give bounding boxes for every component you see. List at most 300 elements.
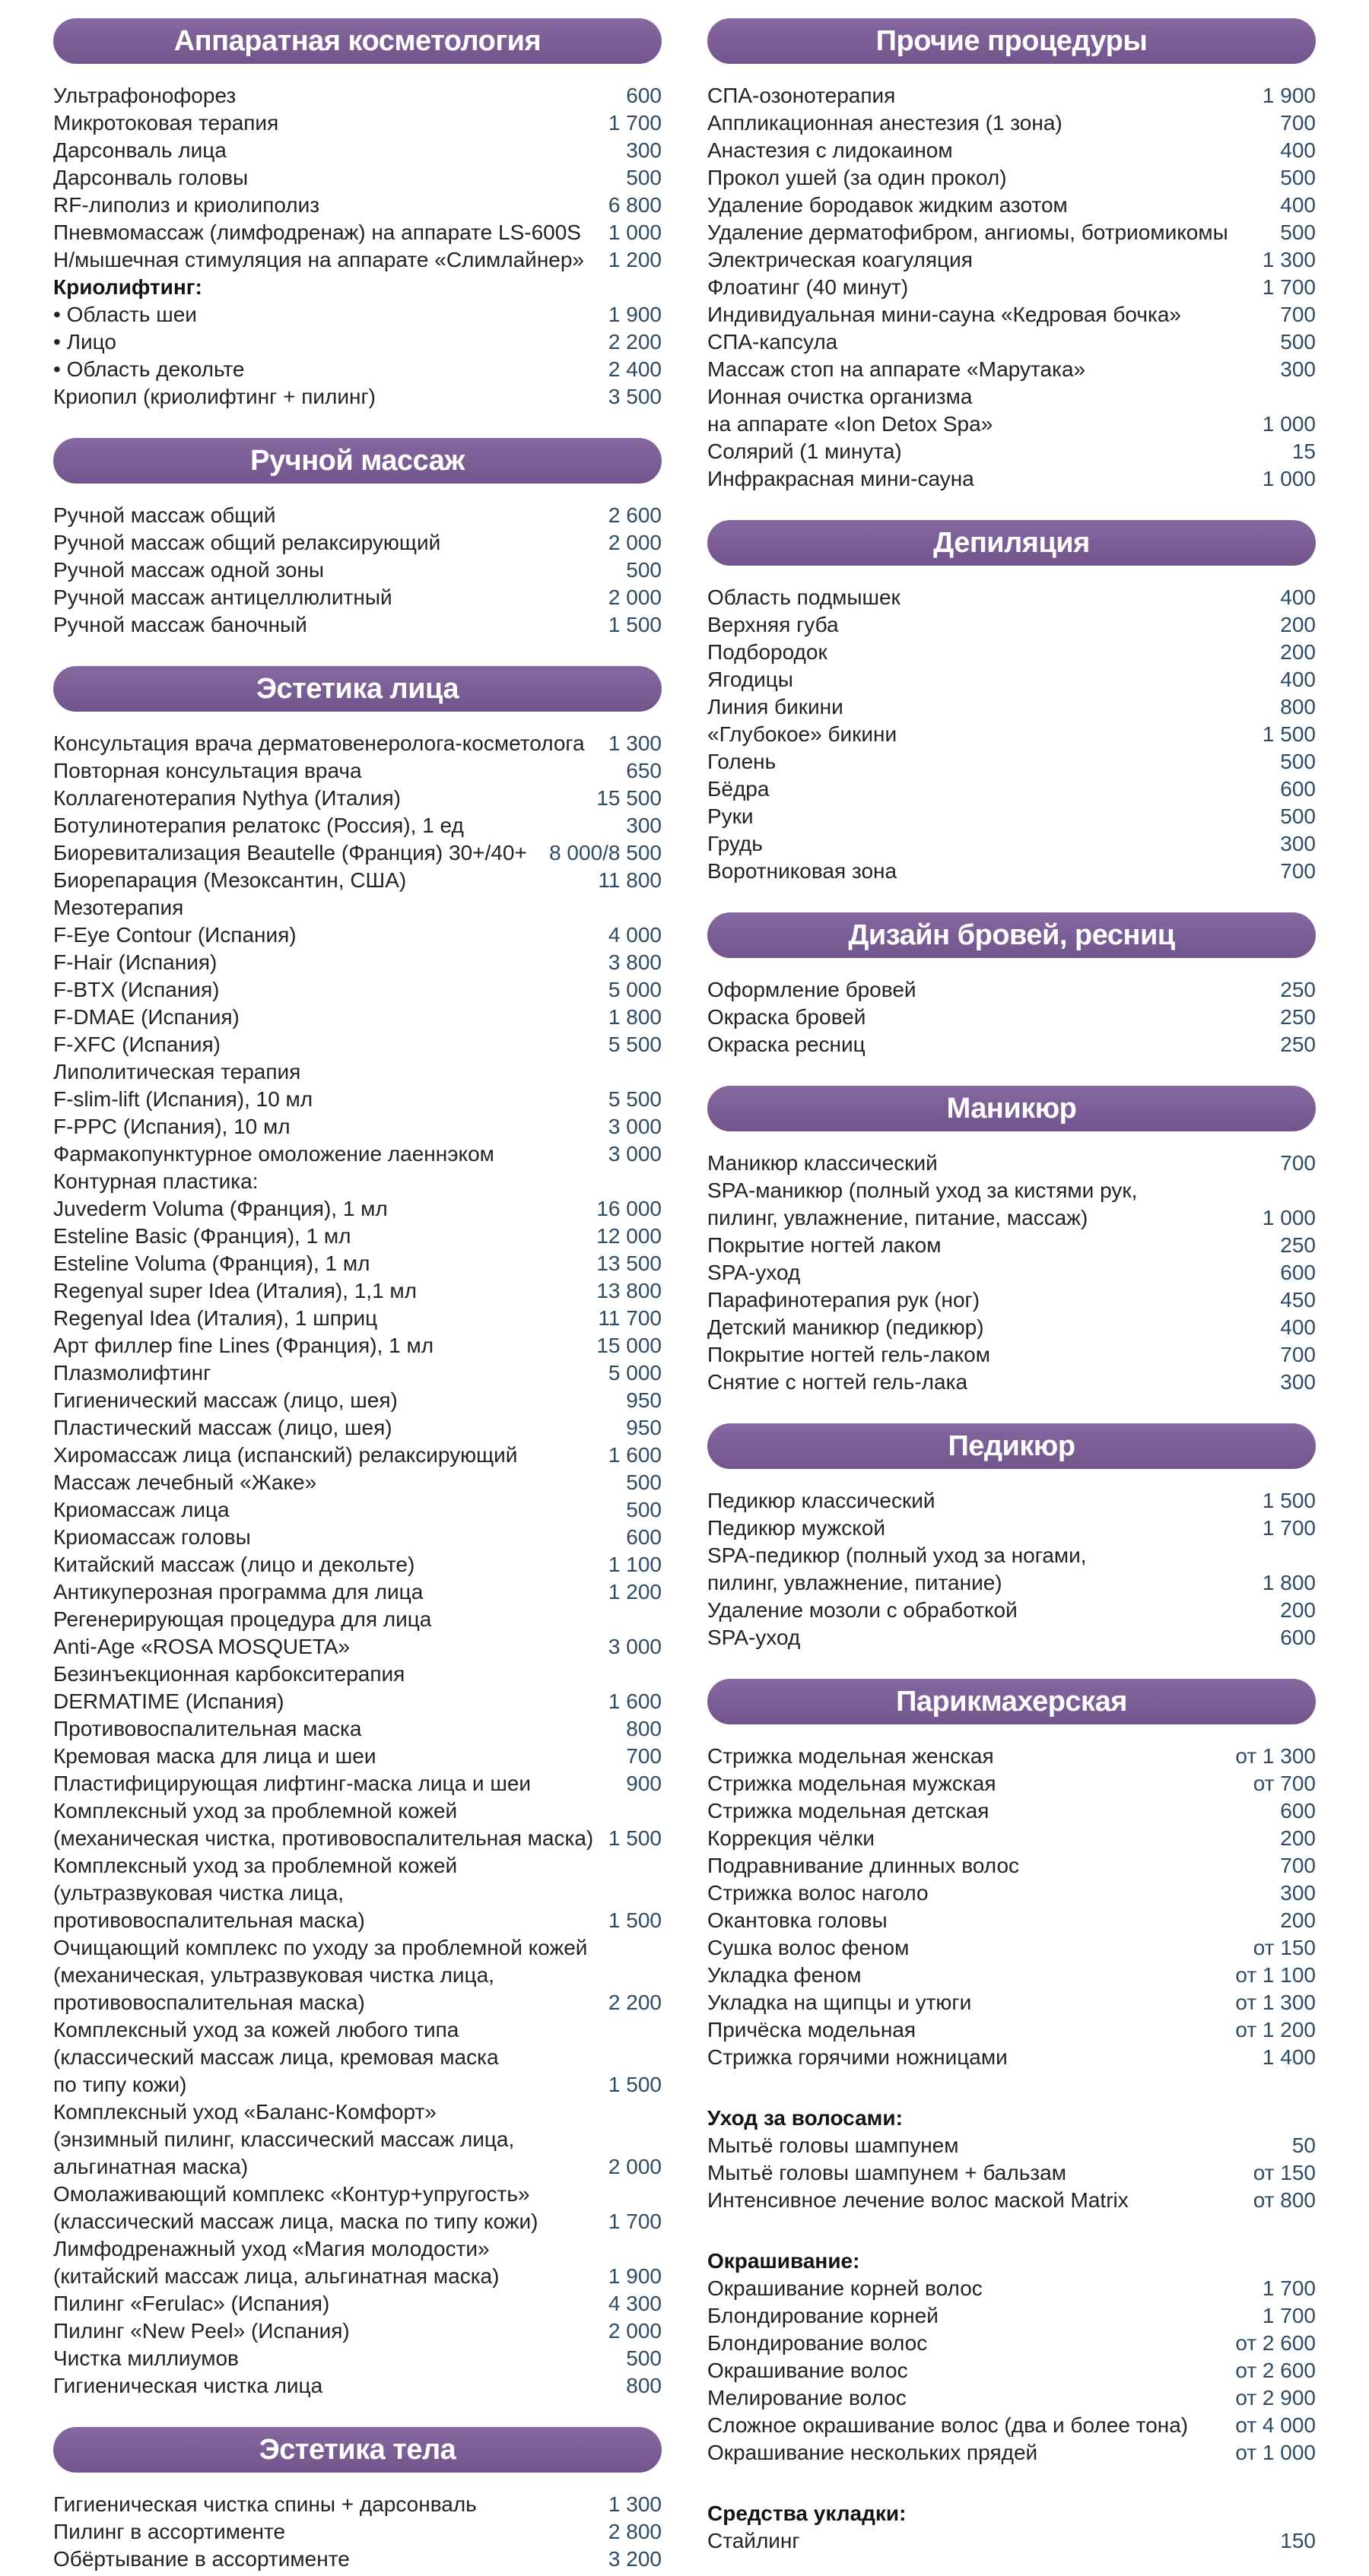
- service-name: Esteline Voluma (Франция), 1 мл: [53, 1252, 370, 1275]
- price-row: [707, 1825, 1316, 1852]
- price-row: [707, 1004, 1316, 1031]
- service-name: Область подмышек: [707, 585, 900, 609]
- service-name: SPA-маникюр (полный уход за кистями рук,: [707, 1179, 1138, 1202]
- price-row: [53, 2235, 662, 2263]
- service-price: 1 700: [1262, 275, 1316, 299]
- price-row: [707, 1341, 1316, 1369]
- service-name: Сушка волос феном: [707, 1936, 910, 1959]
- section-header: Дизайн бровей, ресниц: [707, 912, 1316, 958]
- service-name: Удаление бородавок жидким азотом: [707, 193, 1068, 217]
- service-name: Парафинотерапия рук (ног): [707, 1288, 980, 1312]
- service-name: Окрашивание нескольких прядей: [707, 2441, 1038, 2464]
- service-name: Воротниковая зона: [707, 859, 897, 883]
- service-price: 3 800: [608, 950, 662, 974]
- service-price: 1 000: [1262, 412, 1316, 436]
- service-price: 1 500: [608, 2073, 662, 2096]
- price-row: [53, 812, 662, 839]
- service-price: 200: [1280, 613, 1316, 636]
- service-name: пилинг, увлажнение, питание, массаж): [707, 1206, 1088, 1229]
- price-row: [53, 922, 662, 949]
- service-price: 3 500: [608, 385, 662, 408]
- service-price: 2 000: [608, 2319, 662, 2343]
- price-row: [53, 192, 662, 219]
- service-price: 50: [1291, 2133, 1316, 2157]
- price-row: [53, 1113, 662, 1140]
- service-price: 700: [1280, 111, 1316, 135]
- service-price: 300: [1280, 1370, 1316, 1394]
- price-row: [53, 137, 662, 164]
- service-price: 12 000: [596, 1224, 662, 1248]
- price-row: [707, 2275, 1316, 2302]
- service-price: 200: [1280, 1908, 1316, 1932]
- service-name: Контурная пластика:: [53, 1169, 259, 1193]
- service-price: 1 700: [1262, 1516, 1316, 1540]
- price-row: [53, 1277, 662, 1305]
- service-price: 1 000: [608, 220, 662, 244]
- service-price: 11 700: [598, 1306, 662, 1330]
- price-row: [53, 1031, 662, 1058]
- service-name: СПА-капсула: [707, 330, 838, 354]
- service-name: Ручной массаж общий релаксирующий: [53, 531, 441, 554]
- service-price: 1 900: [1262, 84, 1316, 107]
- service-price: 15: [1291, 439, 1316, 463]
- section: [707, 1086, 1316, 1396]
- service-price: 16 000: [596, 1197, 662, 1220]
- subheading-row: [707, 2500, 1316, 2527]
- price-row: [53, 1715, 662, 1743]
- service-price: 2 200: [608, 330, 662, 354]
- price-row: [53, 1140, 662, 1168]
- service-price: 400: [1280, 1315, 1316, 1339]
- price-row: [707, 2412, 1316, 2439]
- price-row: [53, 2044, 662, 2071]
- service-name: Ультрафонофорез: [53, 84, 237, 107]
- service-name: Пластический массаж (лицо, шея): [53, 1416, 392, 1439]
- service-name: Н/мышечная стимуляция на аппарате «Слимлайнер»: [53, 248, 585, 271]
- price-row: [707, 383, 1316, 411]
- price-row: [707, 1542, 1316, 1569]
- price-row: [707, 2044, 1316, 2071]
- service-price: 300: [626, 814, 662, 837]
- price-row: [53, 2546, 662, 2573]
- service-price: 300: [1280, 832, 1316, 855]
- price-row: [707, 721, 1316, 748]
- price-row: [707, 803, 1316, 830]
- service-name: Окрашивание корней волос: [707, 2276, 983, 2300]
- service-name: Микротоковая терапия: [53, 111, 279, 135]
- service-name: Окраска ресниц: [707, 1033, 866, 1056]
- service-name: Флоатинг (40 минут): [707, 275, 909, 299]
- service-name: Массаж лечебный «Жаке»: [53, 1470, 317, 1494]
- service-name: F-XFC (Испания): [53, 1033, 221, 1056]
- service-price: 11 800: [598, 868, 662, 892]
- price-row: [53, 109, 662, 137]
- service-name: Esteline Basic (Франция), 1 мл: [53, 1224, 351, 1248]
- price-row: [707, 2187, 1316, 2214]
- service-price: 600: [1280, 1261, 1316, 1284]
- price-row: [53, 1606, 662, 1633]
- service-name: Комплексный уход за кожей любого типа: [53, 2018, 459, 2041]
- service-name: SPA-педикюр (полный уход за ногами,: [707, 1543, 1087, 1567]
- service-price: 200: [1280, 1598, 1316, 1622]
- price-row: [53, 1661, 662, 1688]
- service-name: Комплексный уход «Баланс-Комфорт»: [53, 2100, 437, 2124]
- price-row: [53, 1825, 662, 1852]
- service-name: Коррекция чёлки: [707, 1826, 875, 1850]
- service-name: Стайлинг: [707, 2529, 800, 2552]
- service-name: Маникюр классический: [707, 1151, 938, 1175]
- price-row: [53, 1414, 662, 1442]
- service-name: Противовоспалительная маска: [53, 1717, 362, 1740]
- price-row: [53, 1058, 662, 1086]
- price-row: [53, 2263, 662, 2290]
- subheading-row: [707, 2105, 1316, 2132]
- price-row: [53, 1770, 662, 1797]
- service-price: 500: [626, 1470, 662, 1494]
- service-price: 1 100: [608, 1553, 662, 1576]
- service-name: Стрижка волос наголо: [707, 1881, 929, 1905]
- price-row: [53, 1989, 662, 2016]
- service-name: Прокол ушей (за один прокол): [707, 166, 1007, 189]
- price-row: [707, 411, 1316, 438]
- price-row: [707, 693, 1316, 721]
- price-row: [53, 2099, 662, 2126]
- service-price: 800: [626, 1717, 662, 1740]
- price-row: [707, 1204, 1316, 1232]
- price-row: [53, 976, 662, 1004]
- service-name: Солярий (1 минута): [707, 439, 902, 463]
- price-row: [53, 1168, 662, 1195]
- price-row: [53, 2071, 662, 2099]
- service-price: 2 600: [608, 503, 662, 527]
- price-row: [53, 2181, 662, 2208]
- service-name: Блондирование волос: [707, 2331, 928, 2355]
- price-row: [707, 2302, 1316, 2330]
- service-price: 400: [1280, 585, 1316, 609]
- service-price: 5 000: [608, 978, 662, 1001]
- service-name: Стрижка модельная мужская: [707, 1772, 996, 1795]
- price-row: [707, 438, 1316, 465]
- service-name: F-DMAE (Испания): [53, 1005, 240, 1029]
- price-row: [53, 2317, 662, 2345]
- service-price: от 800: [1253, 2188, 1316, 2212]
- section-header: Ручной массаж: [53, 438, 662, 484]
- price-row: [53, 82, 662, 109]
- service-name: пилинг, увлажнение, питание): [707, 1571, 1002, 1594]
- section-header: Депиляция: [707, 520, 1316, 566]
- service-name: Ручной массаж баночный: [53, 613, 307, 636]
- price-row: [53, 1524, 662, 1551]
- service-price: 1 700: [608, 2210, 662, 2233]
- service-name: Пневмомассаж (лимфодренаж) на аппарате LS-600S: [53, 220, 581, 244]
- service-price: 1 200: [608, 248, 662, 271]
- service-price: 1 000: [1262, 467, 1316, 490]
- service-price: 300: [1280, 357, 1316, 381]
- price-row: [707, 2132, 1316, 2159]
- price-row: [53, 1387, 662, 1414]
- service-name: F-Hair (Испания): [53, 950, 218, 974]
- service-name: Интенсивное лечение волос маской Matrix: [707, 2188, 1129, 2212]
- price-row: [707, 2527, 1316, 2555]
- service-name: Снятие с ногтей гель-лака: [707, 1370, 968, 1394]
- price-row: [53, 584, 662, 611]
- price-row: [53, 839, 662, 867]
- service-name: Окрашивание:: [707, 2249, 860, 2273]
- service-name: Укладка феном: [707, 1963, 862, 1987]
- service-price: от 2 600: [1235, 2359, 1316, 2382]
- subheading-row: [53, 274, 662, 301]
- price-row: [53, 1551, 662, 1578]
- service-price: 500: [1280, 166, 1316, 189]
- service-name: Детский маникюр (педикюр): [707, 1315, 984, 1339]
- service-price: 250: [1280, 1033, 1316, 1056]
- service-price: 4 300: [608, 2292, 662, 2315]
- service-name: Регенерирующая процедура для лица: [53, 1607, 432, 1631]
- price-row: [707, 858, 1316, 885]
- price-row: [707, 1286, 1316, 1314]
- service-name: Покрытие ногтей гель-лаком: [707, 1343, 990, 1366]
- service-name: Причёска модельная: [707, 2018, 916, 2041]
- service-name: (ультразвуковая чистка лица,: [53, 1881, 345, 1905]
- price-row: [53, 356, 662, 383]
- price-row: [53, 1797, 662, 1825]
- service-price: 5 500: [608, 1087, 662, 1111]
- price-row: [707, 2384, 1316, 2412]
- price-row: [707, 219, 1316, 246]
- service-price: от 150: [1253, 2161, 1316, 2184]
- service-name: Juvederm Voluma (Франция), 1 мл: [53, 1197, 388, 1220]
- price-row: [707, 1989, 1316, 2016]
- service-price: 250: [1280, 1005, 1316, 1029]
- service-price: 1 800: [1262, 1571, 1316, 1594]
- service-name: Ручной массаж одной зоны: [53, 558, 325, 582]
- service-price: 400: [1280, 193, 1316, 217]
- service-name: Пластифицирующая лифтинг-маска лица и шеи: [53, 1772, 532, 1795]
- service-name: Гигиенический массаж (лицо, шея): [53, 1388, 398, 1412]
- service-price: 400: [1280, 138, 1316, 162]
- price-row: [707, 666, 1316, 693]
- service-name: Окрашивание волос: [707, 2359, 908, 2382]
- service-price: 700: [626, 1744, 662, 1768]
- service-price: 900: [626, 1772, 662, 1795]
- service-price: 1 500: [608, 613, 662, 636]
- section: [53, 18, 662, 411]
- price-row: [707, 274, 1316, 301]
- price-row: [707, 301, 1316, 328]
- price-row: [53, 1442, 662, 1469]
- service-price: 1 000: [1262, 1206, 1316, 1229]
- price-row: [53, 2208, 662, 2235]
- service-name: противовоспалительная маска): [53, 1991, 365, 2014]
- price-row: [53, 1688, 662, 1715]
- service-name: Ягодицы: [707, 668, 793, 691]
- price-row: [53, 1223, 662, 1250]
- service-name: Удаление мозоли с обработкой: [707, 1598, 1018, 1622]
- price-row: [707, 1177, 1316, 1204]
- service-name: Хиромассаж лица (испанский) релаксирующий: [53, 1443, 518, 1467]
- section: [53, 2427, 662, 2573]
- service-name: Укладка на щипцы и утюги: [707, 1991, 972, 2014]
- service-price: 15 000: [596, 1334, 662, 1357]
- price-row: [53, 2491, 662, 2518]
- service-name: F-BTX (Испания): [53, 978, 220, 1001]
- service-name: Комплексный уход за проблемной кожей: [53, 1854, 458, 1877]
- service-name: СПА-озонотерапия: [707, 84, 896, 107]
- service-name: Верхняя губа: [707, 613, 839, 636]
- service-price: 950: [626, 1416, 662, 1439]
- price-row: [53, 1880, 662, 1907]
- service-price: 500: [1280, 220, 1316, 244]
- service-name: • Область шеи: [53, 303, 197, 326]
- service-price: 500: [626, 558, 662, 582]
- service-name: Ручной массаж общий: [53, 503, 276, 527]
- price-row: [53, 557, 662, 584]
- section: [53, 666, 662, 2400]
- subheading-row: [707, 2248, 1316, 2275]
- price-row: [53, 246, 662, 274]
- service-price: 1 200: [608, 1580, 662, 1604]
- service-price: от 2 900: [1235, 2386, 1316, 2409]
- service-name: Криопил (криолифтинг + пилинг): [53, 385, 376, 408]
- service-price: 1 500: [1262, 722, 1316, 746]
- service-name: Regenyal Idea (Италия), 1 шприц: [53, 1306, 378, 1330]
- section-header: Парикмахерская: [707, 1679, 1316, 1724]
- service-name: (энзимный пилинг, классический массаж лица,: [53, 2127, 515, 2151]
- service-price: 200: [1280, 640, 1316, 664]
- service-name: Пилинг «New Peel» (Испания): [53, 2319, 350, 2343]
- service-price: 1 300: [1262, 248, 1316, 271]
- service-name: Анастезия с лидокаином: [707, 138, 953, 162]
- service-price: 1 700: [1262, 2276, 1316, 2300]
- price-row: [53, 867, 662, 894]
- price-row: [53, 1250, 662, 1277]
- service-name: Грудь: [707, 832, 763, 855]
- service-price: 2 000: [608, 531, 662, 554]
- service-name: Мелирование волос: [707, 2386, 907, 2409]
- price-row: [53, 2290, 662, 2317]
- service-price: 3 000: [608, 1635, 662, 1658]
- service-price: 2 800: [608, 2520, 662, 2543]
- section-header: Маникюр: [707, 1086, 1316, 1131]
- service-price: 1 800: [608, 1005, 662, 1029]
- service-name: Консультация врача дерматовенеролога-косметолога: [53, 731, 585, 755]
- service-name: Педикюр классический: [707, 1489, 935, 1512]
- service-price: 1 300: [608, 731, 662, 755]
- section: [707, 520, 1316, 885]
- price-row: [53, 2153, 662, 2181]
- price-row: [53, 2126, 662, 2153]
- service-name: Сложное окрашивание волос (два и более тона): [707, 2413, 1189, 2437]
- service-price: 2 400: [608, 357, 662, 381]
- service-name: Мытьё головы шампунем + бальзам: [707, 2161, 1066, 2184]
- service-name: Биоревитализация Beautelle (Франция) 30+/40+: [53, 841, 527, 864]
- price-row: [707, 109, 1316, 137]
- price-row: [53, 1578, 662, 1606]
- service-price: 1 900: [608, 303, 662, 326]
- service-price: 700: [1280, 303, 1316, 326]
- service-name: Обёртывание в ассортименте: [53, 2547, 350, 2571]
- service-price: 600: [1280, 1626, 1316, 1649]
- service-price: 600: [1280, 1799, 1316, 1823]
- section: [707, 912, 1316, 1058]
- service-name: Стрижка модельная детская: [707, 1799, 989, 1823]
- service-price: от 150: [1253, 1936, 1316, 1959]
- service-name: Гигиеническая чистка лица: [53, 2374, 323, 2397]
- price-row: [53, 1743, 662, 1770]
- price-row: [707, 639, 1316, 666]
- service-name: Блондирование корней: [707, 2304, 939, 2327]
- price-row: [53, 2372, 662, 2400]
- service-name: Электрическая коагуляция: [707, 248, 973, 271]
- service-name: Линия бикини: [707, 695, 843, 719]
- service-price: 8 000/8 500: [549, 841, 662, 864]
- service-name: Педикюр мужской: [707, 1516, 886, 1540]
- price-row: [707, 465, 1316, 493]
- price-row: [53, 1195, 662, 1223]
- service-price: 1 500: [1262, 1489, 1316, 1512]
- service-price: 1 300: [608, 2492, 662, 2516]
- service-name: Окантовка головы: [707, 1908, 888, 1932]
- service-price: 500: [626, 1498, 662, 1521]
- service-name: на аппарате «Ion Detox Spa»: [707, 412, 993, 436]
- service-price: 250: [1280, 978, 1316, 1001]
- service-price: от 1 200: [1235, 2018, 1316, 2041]
- price-row: [53, 1633, 662, 1661]
- right-column: [707, 14, 1316, 2573]
- price-row: [707, 1314, 1316, 1341]
- service-price: 15 500: [596, 786, 662, 810]
- service-name: Повторная консультация врача: [53, 759, 362, 782]
- service-name: SPA-уход: [707, 1626, 801, 1649]
- service-name: Биорепарация (Мезоксантин, США): [53, 868, 407, 892]
- price-row: [707, 1880, 1316, 1907]
- price-row: [707, 1852, 1316, 1880]
- price-row: [53, 2345, 662, 2372]
- service-name: F-PPC (Испания), 10 мл: [53, 1115, 291, 1138]
- service-price: 600: [626, 84, 662, 107]
- service-price: 500: [1280, 750, 1316, 773]
- service-name: Подбородок: [707, 640, 827, 664]
- service-name: Инфракрасная мини-сауна: [707, 467, 974, 490]
- price-row: [707, 1624, 1316, 1651]
- price-row: [707, 137, 1316, 164]
- price-row: [53, 328, 662, 356]
- price-row: [53, 894, 662, 922]
- service-price: 450: [1280, 1288, 1316, 1312]
- service-name: Ионная очистка организма: [707, 385, 973, 408]
- service-name: Криомассаж головы: [53, 1525, 251, 1549]
- service-price: 200: [1280, 1826, 1316, 1850]
- price-row: [53, 502, 662, 529]
- price-row: [707, 584, 1316, 611]
- price-row: [707, 1259, 1316, 1286]
- price-row: [707, 2330, 1316, 2357]
- price-row: [53, 2518, 662, 2546]
- service-price: 5 000: [608, 1361, 662, 1385]
- price-row: [707, 192, 1316, 219]
- service-price: 700: [1280, 1151, 1316, 1175]
- service-price: 3 000: [608, 1115, 662, 1138]
- price-row: [53, 301, 662, 328]
- price-row: [53, 164, 662, 192]
- price-row: [53, 1934, 662, 1962]
- service-name: Ручной массаж антицеллюлитный: [53, 585, 392, 609]
- service-name: Криомассаж лица: [53, 1498, 230, 1521]
- section: [53, 438, 662, 639]
- price-row: [53, 1962, 662, 1989]
- price-row: [707, 748, 1316, 776]
- service-name: Омолаживающий комплекс «Контур+упругость»: [53, 2182, 530, 2206]
